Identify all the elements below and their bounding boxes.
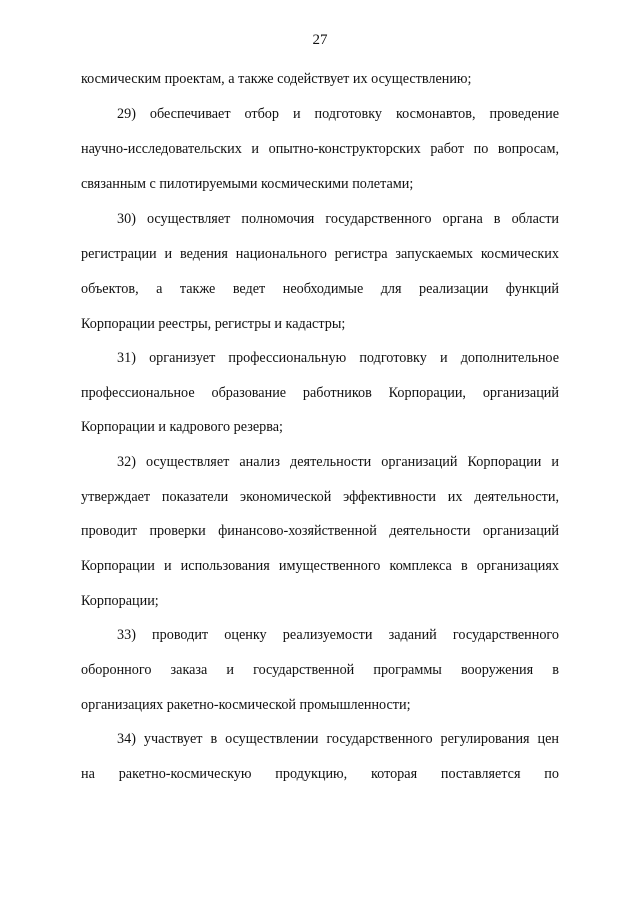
text-line: профессиональное образование работников Корпорации, организаций <box>81 385 559 401</box>
text-line: объектов, а также ведет необходимые для реализации функций <box>81 281 559 297</box>
text-line: Корпорации; <box>81 593 159 609</box>
text-line: связанным с пилотируемыми космическими полетами; <box>81 176 414 192</box>
text-line: Корпорации и использования имущественного комплекса в организациях <box>81 558 559 574</box>
text-line: 34) участвует в осуществлении государственного регулирования цен <box>117 731 559 747</box>
text-line: 31) организует профессиональную подготовку и дополнительное <box>117 350 559 366</box>
text-line: Корпорации и кадрового резерва; <box>81 419 283 435</box>
text-line: на ракетно-космическую продукцию, которая поставляется по <box>81 766 559 782</box>
text-line: утверждает показатели экономической эффективности их деятельности, <box>81 489 559 505</box>
text-line: организациях ракетно-космической промышленности; <box>81 697 411 713</box>
text-line: 33) проводит оценку реализуемости заданий государственного <box>117 627 559 643</box>
text-line: научно-исследовательских и опытно-конструкторских работ по вопросам, <box>81 141 559 157</box>
page-number: 27 <box>312 32 328 48</box>
text-line: регистрации и ведения национального регистра запускаемых космических <box>81 246 559 262</box>
text-line: 32) осуществляет анализ деятельности организаций Корпорации и <box>117 454 559 470</box>
text-line: космическим проектам, а также содействует их осуществлению; <box>81 71 472 87</box>
text-line: 29) обеспечивает отбор и подготовку космонавтов, проведение <box>117 106 559 122</box>
text-line: оборонного заказа и государственной программы вооружения в <box>81 662 559 678</box>
text-line: проводит проверки финансово-хозяйственной деятельности организаций <box>81 523 559 539</box>
text-line: 30) осуществляет полномочия государственного органа в области <box>117 211 559 227</box>
text-line: Корпорации реестры, регистры и кадастры; <box>81 316 346 332</box>
